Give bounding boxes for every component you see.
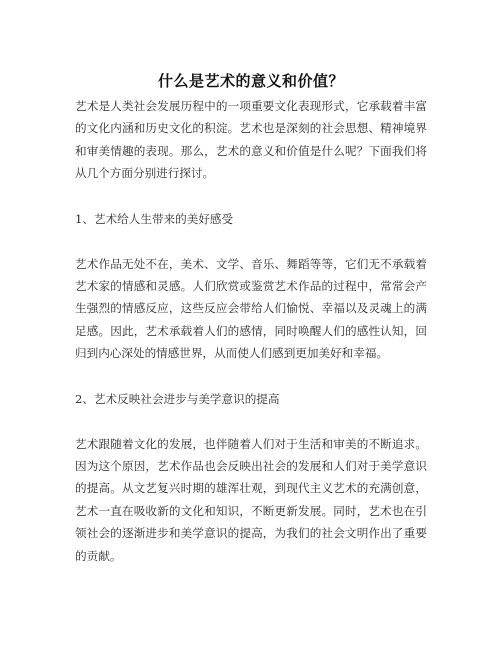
page-title: 什么是艺术的意义和价值？ [157,72,344,91]
section-heading-2: 2、艺术反映社会进步与美学意识的提高 [75,391,280,406]
section-paragraph-1: 艺术作品无处不在，美术、文学、音乐、舞蹈等等，它们无不承载着艺术家的情感和灵感。人们欣赏或鉴赏艺术作品的过程中，常常会产生强烈的情感反应，这些反应会带给人们愉悦、幸福以及灵魂上的满足感。因此，艺术承载着人们的感情，同时唤醒人们的感性认知，回归到内心深处的情感世界，从而使人们感到更加美好和幸福。 [75,256,427,361]
section-heading-1: 1、艺术给人生带来的美好感受 [75,211,234,226]
document-body [75,95,427,590]
section-paragraph-2: 艺术跟随着文化的发展，也伴随着人们对于生活和审美的不断追求。因为这个原因，艺术作品也会反映出社会的发展和人们对于美学意识的提高。从文艺复兴时期的雄浑壮观，到现代主义艺术的充满创意，艺术一直在吸收新的文化和知识，不断更新发展。同时，艺术也在引领社会的逐渐进步和美学意识的提高，为我们的社会文明作出了重要的贡献。 [75,436,427,563]
intro-paragraph: 艺术是人类社会发展历程中的一项重要文化表现形式，它承载着丰富的文化内涵和历史文化的积淀。艺术也是深刻的社会思想、精神境界和审美情趣的表现。那么，艺术的意义和价值是什么呢？下面我们将从几个方面分别进行探讨。 [75,99,427,181]
